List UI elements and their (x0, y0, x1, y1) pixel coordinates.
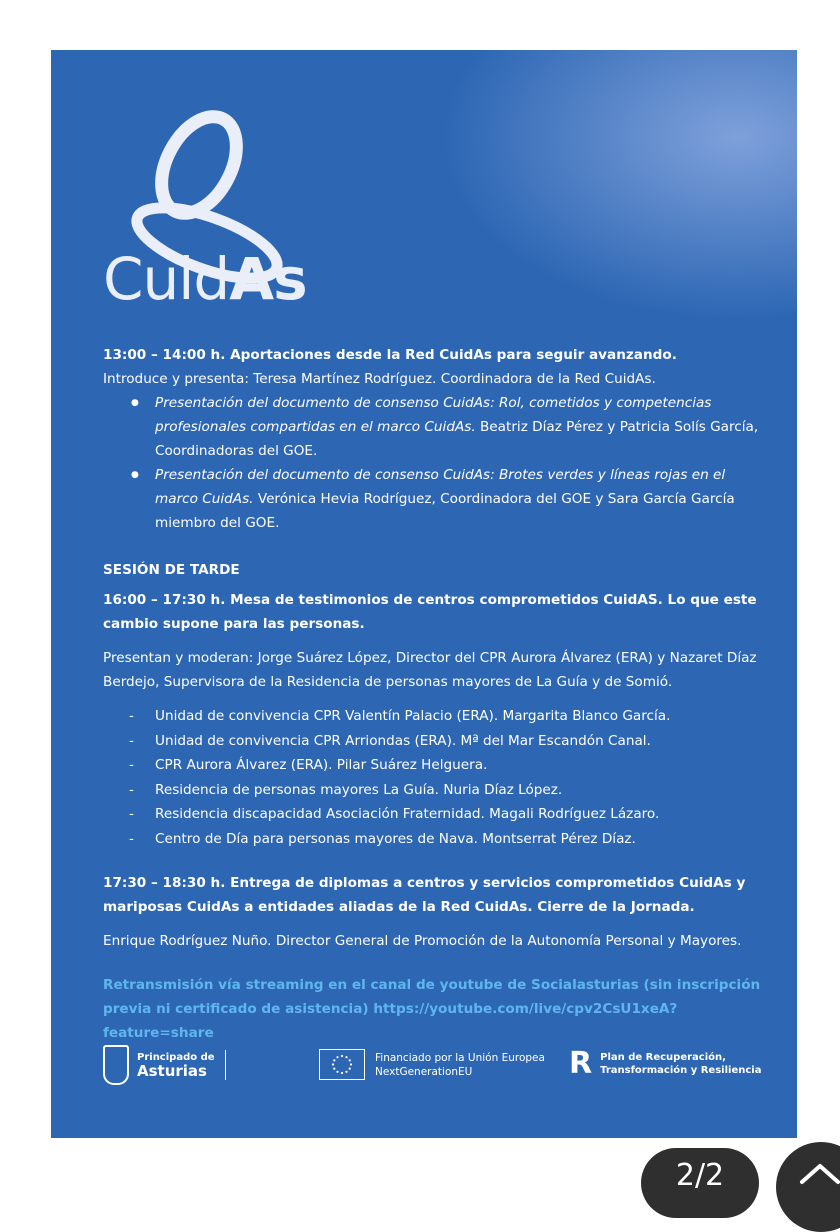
recovery-r-icon: R (569, 1046, 593, 1081)
eu-flag-icon (319, 1049, 365, 1080)
program-content (103, 343, 768, 1045)
list-item: - Residencia discapacidad Asociación Fraternidad. Magali Rodríguez Lázaro. (103, 802, 768, 827)
list-item: - Unidad de convivencia CPR Valentín Palacio (ERA). Margarita Blanco García. (103, 704, 768, 729)
streaming-link[interactable]: Retransmisión vía streaming en el canal de youtube de Socialasturias (sin inscripción previa ni certificado de asistencia) https://youtube.com/live/cpv2CsU1xeA?feature=share (103, 977, 761, 1041)
scroll-up-button[interactable] (776, 1142, 840, 1232)
block3-heading: 17:30 – 18:30 h. Entrega de diplomas a centros y servicios comprometidos CuidAs y mariposas CuidAs a entidades aliadas de la Red CuidAs. Cierre de la Jornada. (103, 875, 746, 915)
block1-heading: 13:00 – 14:00 h. Aportaciones desde la Red CuidAs para seguir avanzando. (103, 347, 677, 363)
recovery-plan-logo: R Plan de Recuperación, Transformación y Resiliencia (569, 1046, 762, 1081)
poster-page (51, 50, 797, 1138)
eu-logo: Financiado por la Unión Europea NextGenerationEU (319, 1049, 545, 1080)
session-title: SESIÓN DE TARDE (103, 562, 240, 578)
block1-list (103, 391, 768, 535)
chevron-up-icon (790, 1152, 840, 1202)
page-indicator: 2/2 (641, 1148, 759, 1218)
list-item: ● Presentación del documento de consenso CuidAs: Rol, cometidos y competencias profesionales compartidas en el marco CuidAs. Beatriz Díaz Pérez y Patricia Solís García, Coordinadoras del GOE. (103, 391, 768, 463)
list-item: - Unidad de convivencia CPR Arriondas (ERA). Mª del Mar Escandón Canal. (103, 729, 768, 754)
list-item: - Residencia de personas mayores La Guía. Nuria Díaz López. (103, 778, 768, 803)
list-item: - Centro de Día para personas mayores de Nava. Montserrat Pérez Díaz. (103, 827, 768, 852)
block2-list (103, 704, 768, 851)
list-item: - CPR Aurora Álvarez (ERA). Pilar Suárez Helguera. (103, 753, 768, 778)
block3-text: Enrique Rodríguez Nuño. Director General de Promoción de la Autonomía Personal y Mayores. (103, 933, 742, 949)
block2-intro: Presentan y moderan: Jorge Suárez López, Director del CPR Aurora Álvarez (ERA) y Nazaret Díaz Berdejo, Supervisora de la Residencia de personas mayores de La Guía y de Somió. (103, 650, 757, 690)
sponsor-footer (103, 1045, 763, 1093)
asturias-logo: Principado de Asturias (103, 1045, 226, 1085)
asturias-shield-icon (103, 1045, 129, 1085)
block1-intro: Introduce y presenta: Teresa Martínez Rodríguez. Coordinadora de la Red CuidAs. (103, 371, 656, 387)
list-item: ● Presentación del documento de consenso CuidAs: Brotes verdes y líneas rojas en el marco CuidAs. Verónica Hevia Rodríguez, Coordinadora del GOE y Sara García García miembro del GOE. (103, 463, 768, 535)
cuidas-logo-text: CuidAs (103, 245, 307, 313)
block2-heading: 16:00 – 17:30 h. Mesa de testimonios de centros comprometidos CuidAS. Lo que este cambio supone para las personas. (103, 592, 757, 632)
